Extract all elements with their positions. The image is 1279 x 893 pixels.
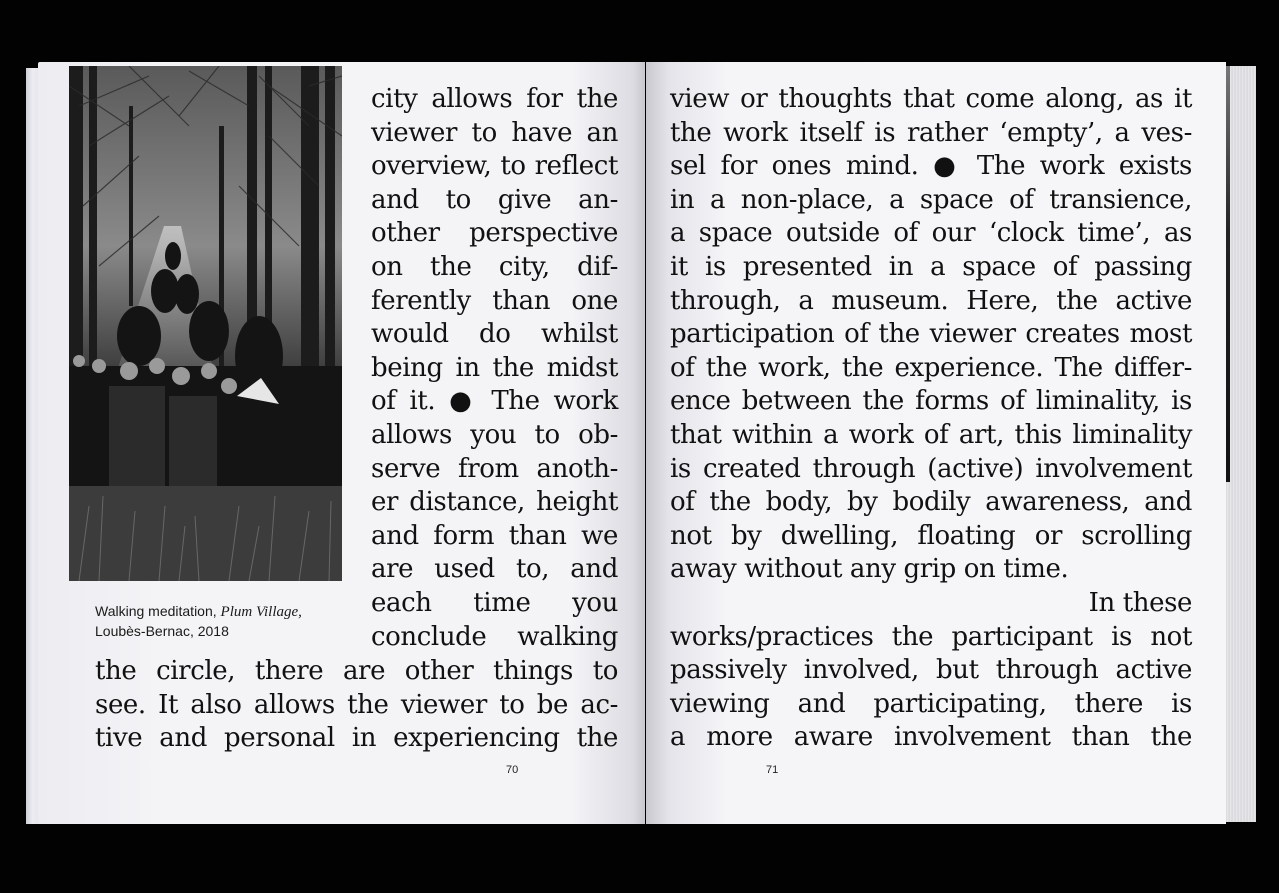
text-line: ferently than one [371,285,618,316]
text-line: the work itself is rather ‘empty’, a ves- [670,117,1192,148]
text-line: er distance, height [371,487,618,518]
text-line: is created through (active) involvement [670,453,1192,484]
text-line: view or thoughts that come along, as it [670,84,1192,114]
page-number-right: 71 [766,764,779,776]
text-line: viewing and participating, there is [670,688,1192,719]
text-line: and form than we [371,520,618,551]
text-line: not by dwelling, floating or scrolling [670,520,1192,551]
text-line: are used to, and [371,554,618,585]
text-line: other perspective [371,218,618,249]
right-column [670,83,1192,755]
text-line: of it. ● The work [371,386,618,417]
text-line: of the body, by bodily awareness, and [670,487,1192,518]
text-line: of the work, the experience. The differ- [670,352,1192,383]
text-line: away without any grip on time. [670,554,1069,585]
text-line: works/practices the participant is not [670,621,1192,652]
next-page-photo-edge [1226,66,1230,482]
text-line: ence between the forms of liminality, is [670,386,1192,417]
text-line: it is presented in a space of passing [670,251,1192,282]
text-line: serve from anoth- [371,453,618,484]
text-line: a more aware involvement than the [670,722,1192,753]
text-line: the circle, there are other things to [95,656,618,686]
text-line: through, a museum. Here, the active [670,285,1192,316]
text-line: being in the midst [371,352,618,383]
left-narrow-column [371,83,618,654]
text-line: participation of the viewer creates most [670,319,1192,350]
text-line: in a non-place, a space of transience, [670,184,1192,215]
text-line: city allows for the [371,84,618,114]
page-number-left: 70 [506,764,519,776]
text-line: viewer to have an [371,117,618,148]
text-line: see. It also allows the viewer to be ac- [95,689,618,720]
text-line: passively involved, but through active [670,655,1192,686]
text-line: would do whilst [371,319,618,350]
photo-caption [95,602,365,641]
text-line: a space outside of our ‘clock time’, as [670,218,1192,249]
text-line: allows you to ob- [371,419,618,450]
caption-location: Loubès-Bernac, 2018 [95,623,229,639]
text-line: overview, to reflect [371,151,618,182]
caption-prefix: Walking meditation, [95,603,221,619]
left-full-width-text [95,655,618,756]
text-line: conclude walking [371,621,618,652]
caption-title: Plum Village, [220,604,302,620]
text-line: In these [1088,587,1192,618]
text-line: on the city, dif- [371,251,618,282]
text-line: each time you [371,587,618,618]
text-line: that within a work of art, this liminality [670,419,1192,450]
text-line: tive and personal in experiencing the [95,723,618,754]
text-line: sel for ones mind. ● The work exists [670,151,1192,182]
walking-meditation-photo [69,66,342,581]
text-line: and to give an- [371,184,618,215]
